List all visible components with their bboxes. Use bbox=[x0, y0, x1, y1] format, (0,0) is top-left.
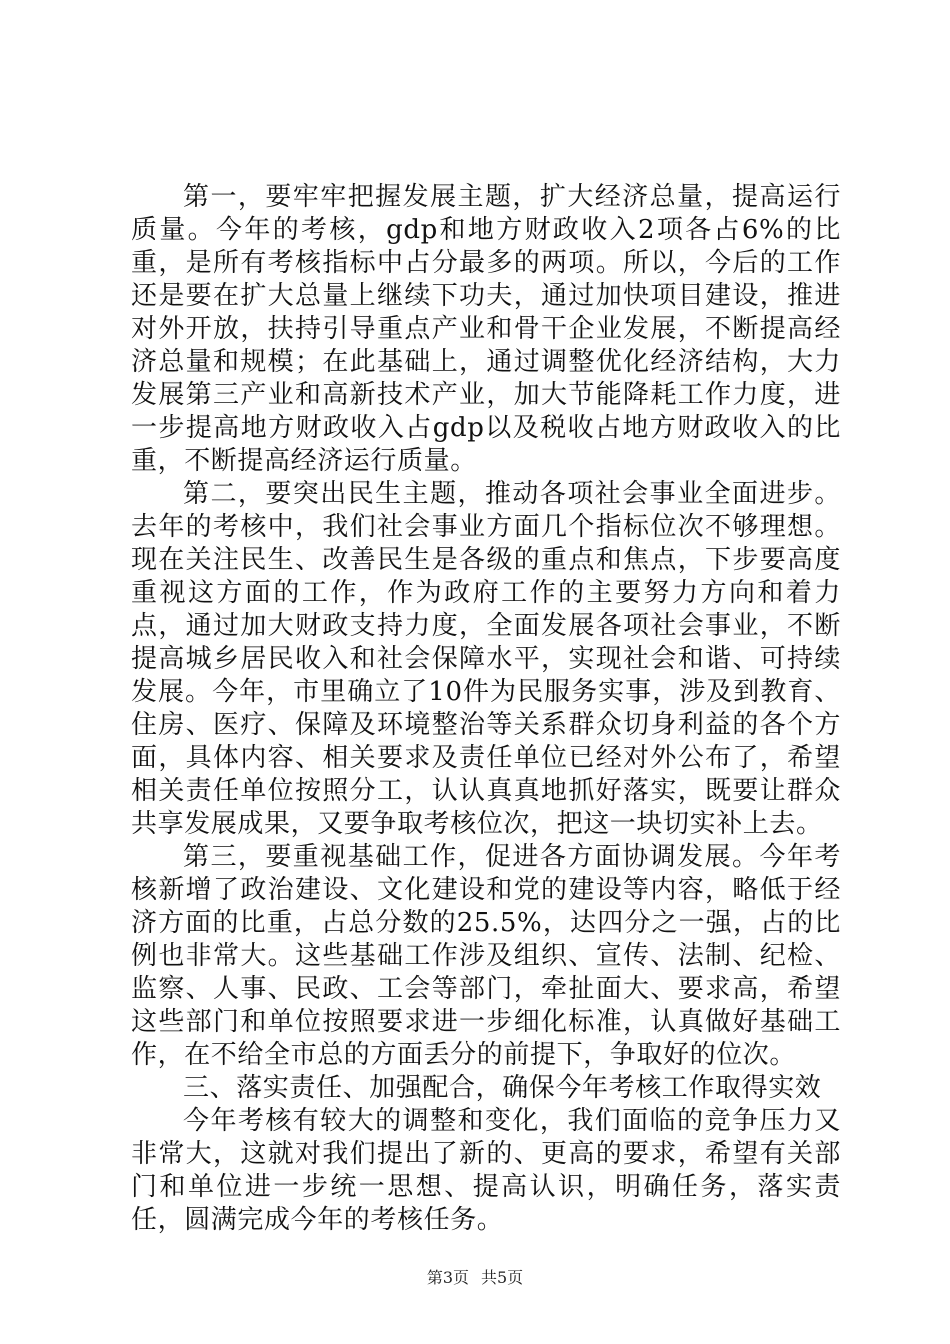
paragraph-third-point: 第三，要重视基础工作，促进各方面协调发展。今年考核新增了政治建设、文化建设和党的建设等内容，略低于经济方面的比重，占总分数的25.5%，达四分之一强，占的比例也非常大。这些基础工作涉及组织、宣传、法制、纪检、监察、人事、民政、工会等部门，牵扯面大、要求高，希望这些部门和单位按照要求进一步细化标准，认真做好基础工作，在不给全市总的方面丢分的前提下，争取好的位次。 bbox=[131, 842, 841, 1070]
paragraph-closing: 今年考核有较大的调整和变化，我们面临的竞争压力又非常大，这就对我们提出了新的、更高的要求，希望有关部门和单位进一步统一思想、提高认识，明确任务，落实责任，圆满完成今年的考核任务。 bbox=[131, 1106, 841, 1235]
section-heading-three: 三、落实责任、加强配合，确保今年考核工作取得实效 bbox=[183, 1073, 822, 1103]
paragraph-second-point: 第二，要突出民生主题，推动各项社会事业全面进步。去年的考核中，我们社会事业方面几个指标位次不够理想。现在关注民生、改善民生是各级的重点和焦点，下步要高度重视这方面的工作，作为政府工作的主要努力方向和着力点，通过加大财政支持力度，全面发展各项社会事业，不断提高城乡居民收入和社会保障水平，实现社会和谐、可持续发展。今年，市里确立了10件为民服务实事，涉及到教育、住房、医疗、保障及环境整治等关系群众切身利益的各个方面，具体内容、相关要求及责任单位已经对外公布了，希望相关责任单位按照分工，认认真真地抓好落实，既要让群众共享发展成果，又要争取考核位次，把这一块切实补上去。 bbox=[131, 479, 841, 839]
page-number-current: 第3页 bbox=[426, 1268, 469, 1287]
paragraph-first-point: 第一，要牢牢把握发展主题，扩大经济总量，提高运行质量。今年的考核，gdp和地方财政收入2项各占6%的比重，是所有考核指标中占分最多的两项。所以，今后的工作还是要在扩大总量上继续下功夫，通过加快项目建设，推进对外开放，扶持引导重点产业和骨干企业发展，不断提高经济总量和规模；在此基础上，通过调整优化经济结构，大力发展第三产业和高新技术产业，加大节能降耗工作力度，进一步提高地方财政收入占gdp以及税收占地方财政收入的比重，不断提高经济运行质量。 bbox=[131, 182, 841, 476]
page-footer bbox=[0, 1268, 950, 1288]
document-body bbox=[131, 181, 841, 1237]
page-number-total: 共5页 bbox=[481, 1268, 524, 1287]
